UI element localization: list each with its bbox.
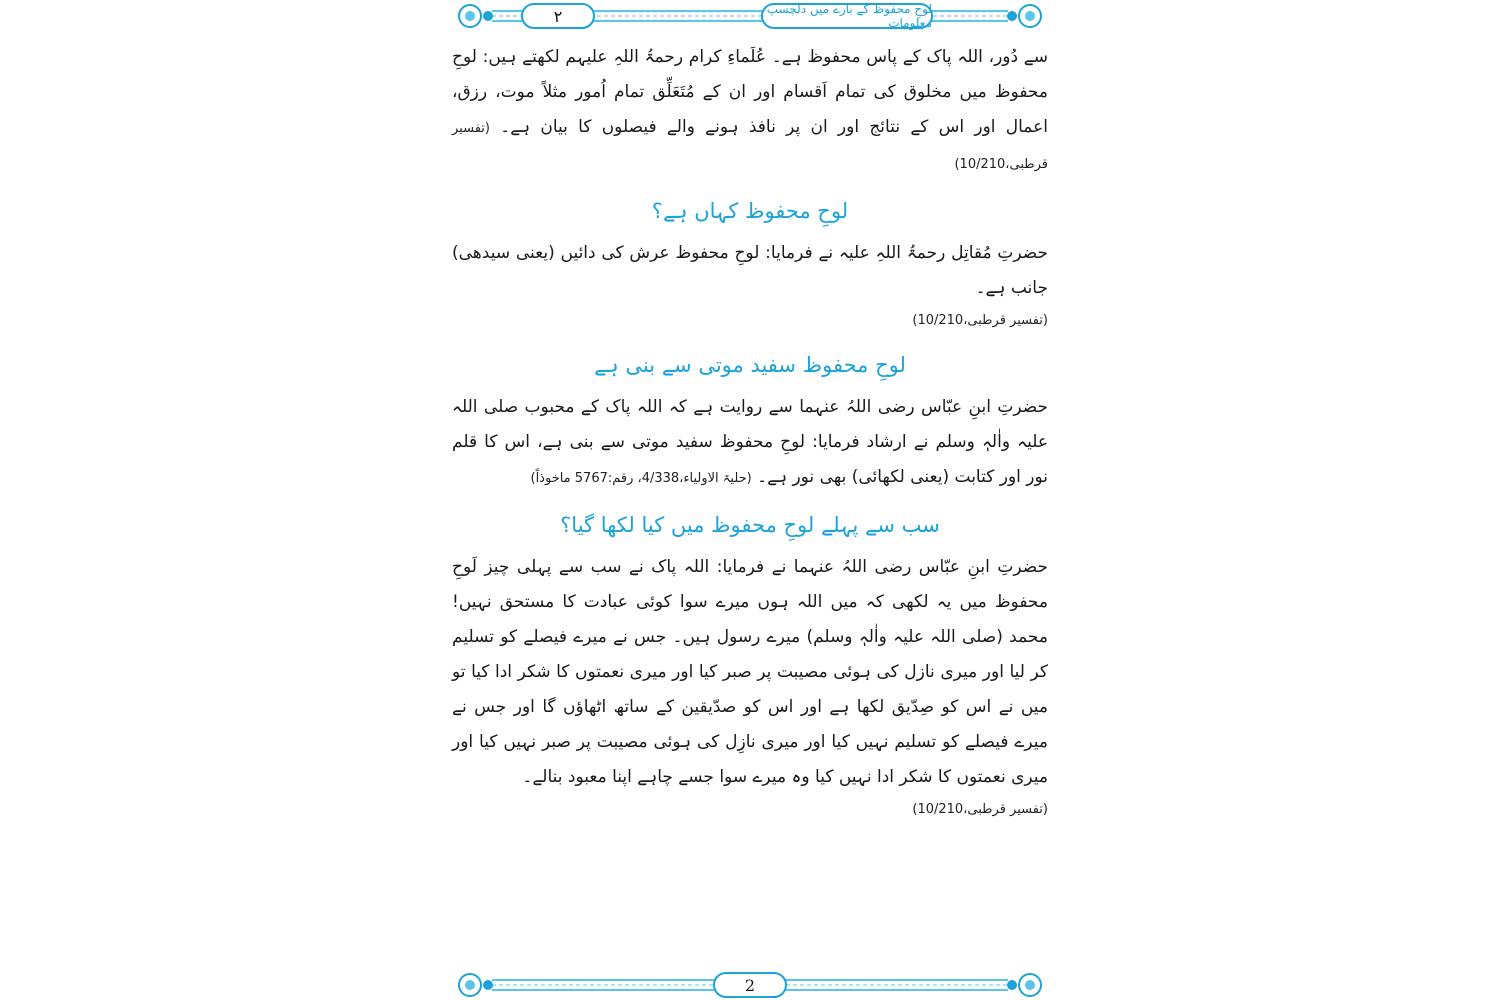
paragraph-location: حضرتِ مُقاتِل رحمۃُ اللہِ علیہ نے فرمایا: لوحِ محفوظ عرش کی دائیں (یعنی سیدھی) جانب ہے۔ [452,243,1048,298]
header-page-number: ٢ [553,6,563,26]
citation-intro: (تفسیر قرطبی،10/210) [452,121,1048,172]
running-title: لوحِ محفوظ کے بارے میں دلچسپ معلومات [766,2,932,30]
footer-left-flourish-icon [459,974,493,996]
footer-right-flourish-icon [1007,974,1041,996]
citation-pearl: (حلیۃ الاولیاء،4/338، رقم:5767 ماخوذاً) [530,471,752,486]
section-heading-first-writing: سب سے پہلے لوحِ محفوظ میں کیا لکھا گیا؟ [560,513,940,537]
citation-location: (تفسیر قرطبی،10/210) [912,313,1048,328]
paragraph-pearl [452,390,1048,496]
paragraph-pearl-text: حضرتِ ابنِ عبّاس رضی اللہُ عنہما سے روایت ہے کہ اللہ پاک کے محبوب صلی اللہ علیہ واٰلہٖ وسلم نے ارشاد فرمایا: لوحِ محفوظ سفید موتی سے بنی ہے، اس کا قلم نور اور کتابت (یعنی لکھائی) بھی نور ہے۔ [452,397,1048,487]
footer-page-number: 2 [744,975,756,995]
page-content [452,40,1048,825]
paragraph-first-writing: حضرتِ ابنِ عبّاس رضی اللہُ عنہما نے فرمایا: اللہ پاک نے سب سے پہلی چیز لَوحِ محفوظ میں یہ لکھی کہ میں اللہ ہوں میرے سوا کوئی عبادت کا مستحق نہیں! محمد (صلی اللہ علیہ واٰلہٖ وسلم) میرے رسول ہیں۔ جس نے میرے فیصلے کو تسلیم کر لیا اور میری نازل کی ہوئی مصیبت پر صبر کیا اور میری نعمتوں کا شکر ادا کیا تو میں نے اس کو صِدّیق لکھا ہے اور اس کو صدّیقین کے ساتھ اٹھاؤں گا اور جس نے میرے فیصلے کو تسلیم نہیں کیا اور میری نازِل کی ہوئی مصیبت پر صبر نہیں کیا اور میری نعمتوں کا شکر ادا نہیں کیا وہ میرے سوا جسے چاہے اپنا معبود بنالے۔ [452,557,1048,787]
paragraph-intro [452,40,1048,182]
header-band [452,1,1048,31]
paragraph-intro-text: سے دُور، اللہ پاک کے پاس محفوظ ہے۔ عُلَماءِ کرام رحمۃُ اللہِ علیہم لکھتے ہیں: لوحِ محفوظ میں مخلوق کی تمام اَقسام اور ان کے مُتَعَلِّق تمام اُمور مثلاً موت، رزق، اعمال اور اس کے نتائج اور ان پر نافذ ہونے والے فیصلوں کا بیان ہے۔ [452,47,1048,137]
section-heading-pearl: لوحِ محفوظ سفید موتی سے بنی ہے [594,353,906,377]
footer-band [452,970,1048,1000]
citation-first-writing: (تفسیر قرطبی،10/210) [912,802,1048,817]
book-page [440,0,1060,1000]
section-heading-location: لوحِ محفوظ کہاں ہے؟ [651,199,849,223]
left-flourish-icon [459,5,493,27]
right-flourish-icon [1007,5,1041,27]
